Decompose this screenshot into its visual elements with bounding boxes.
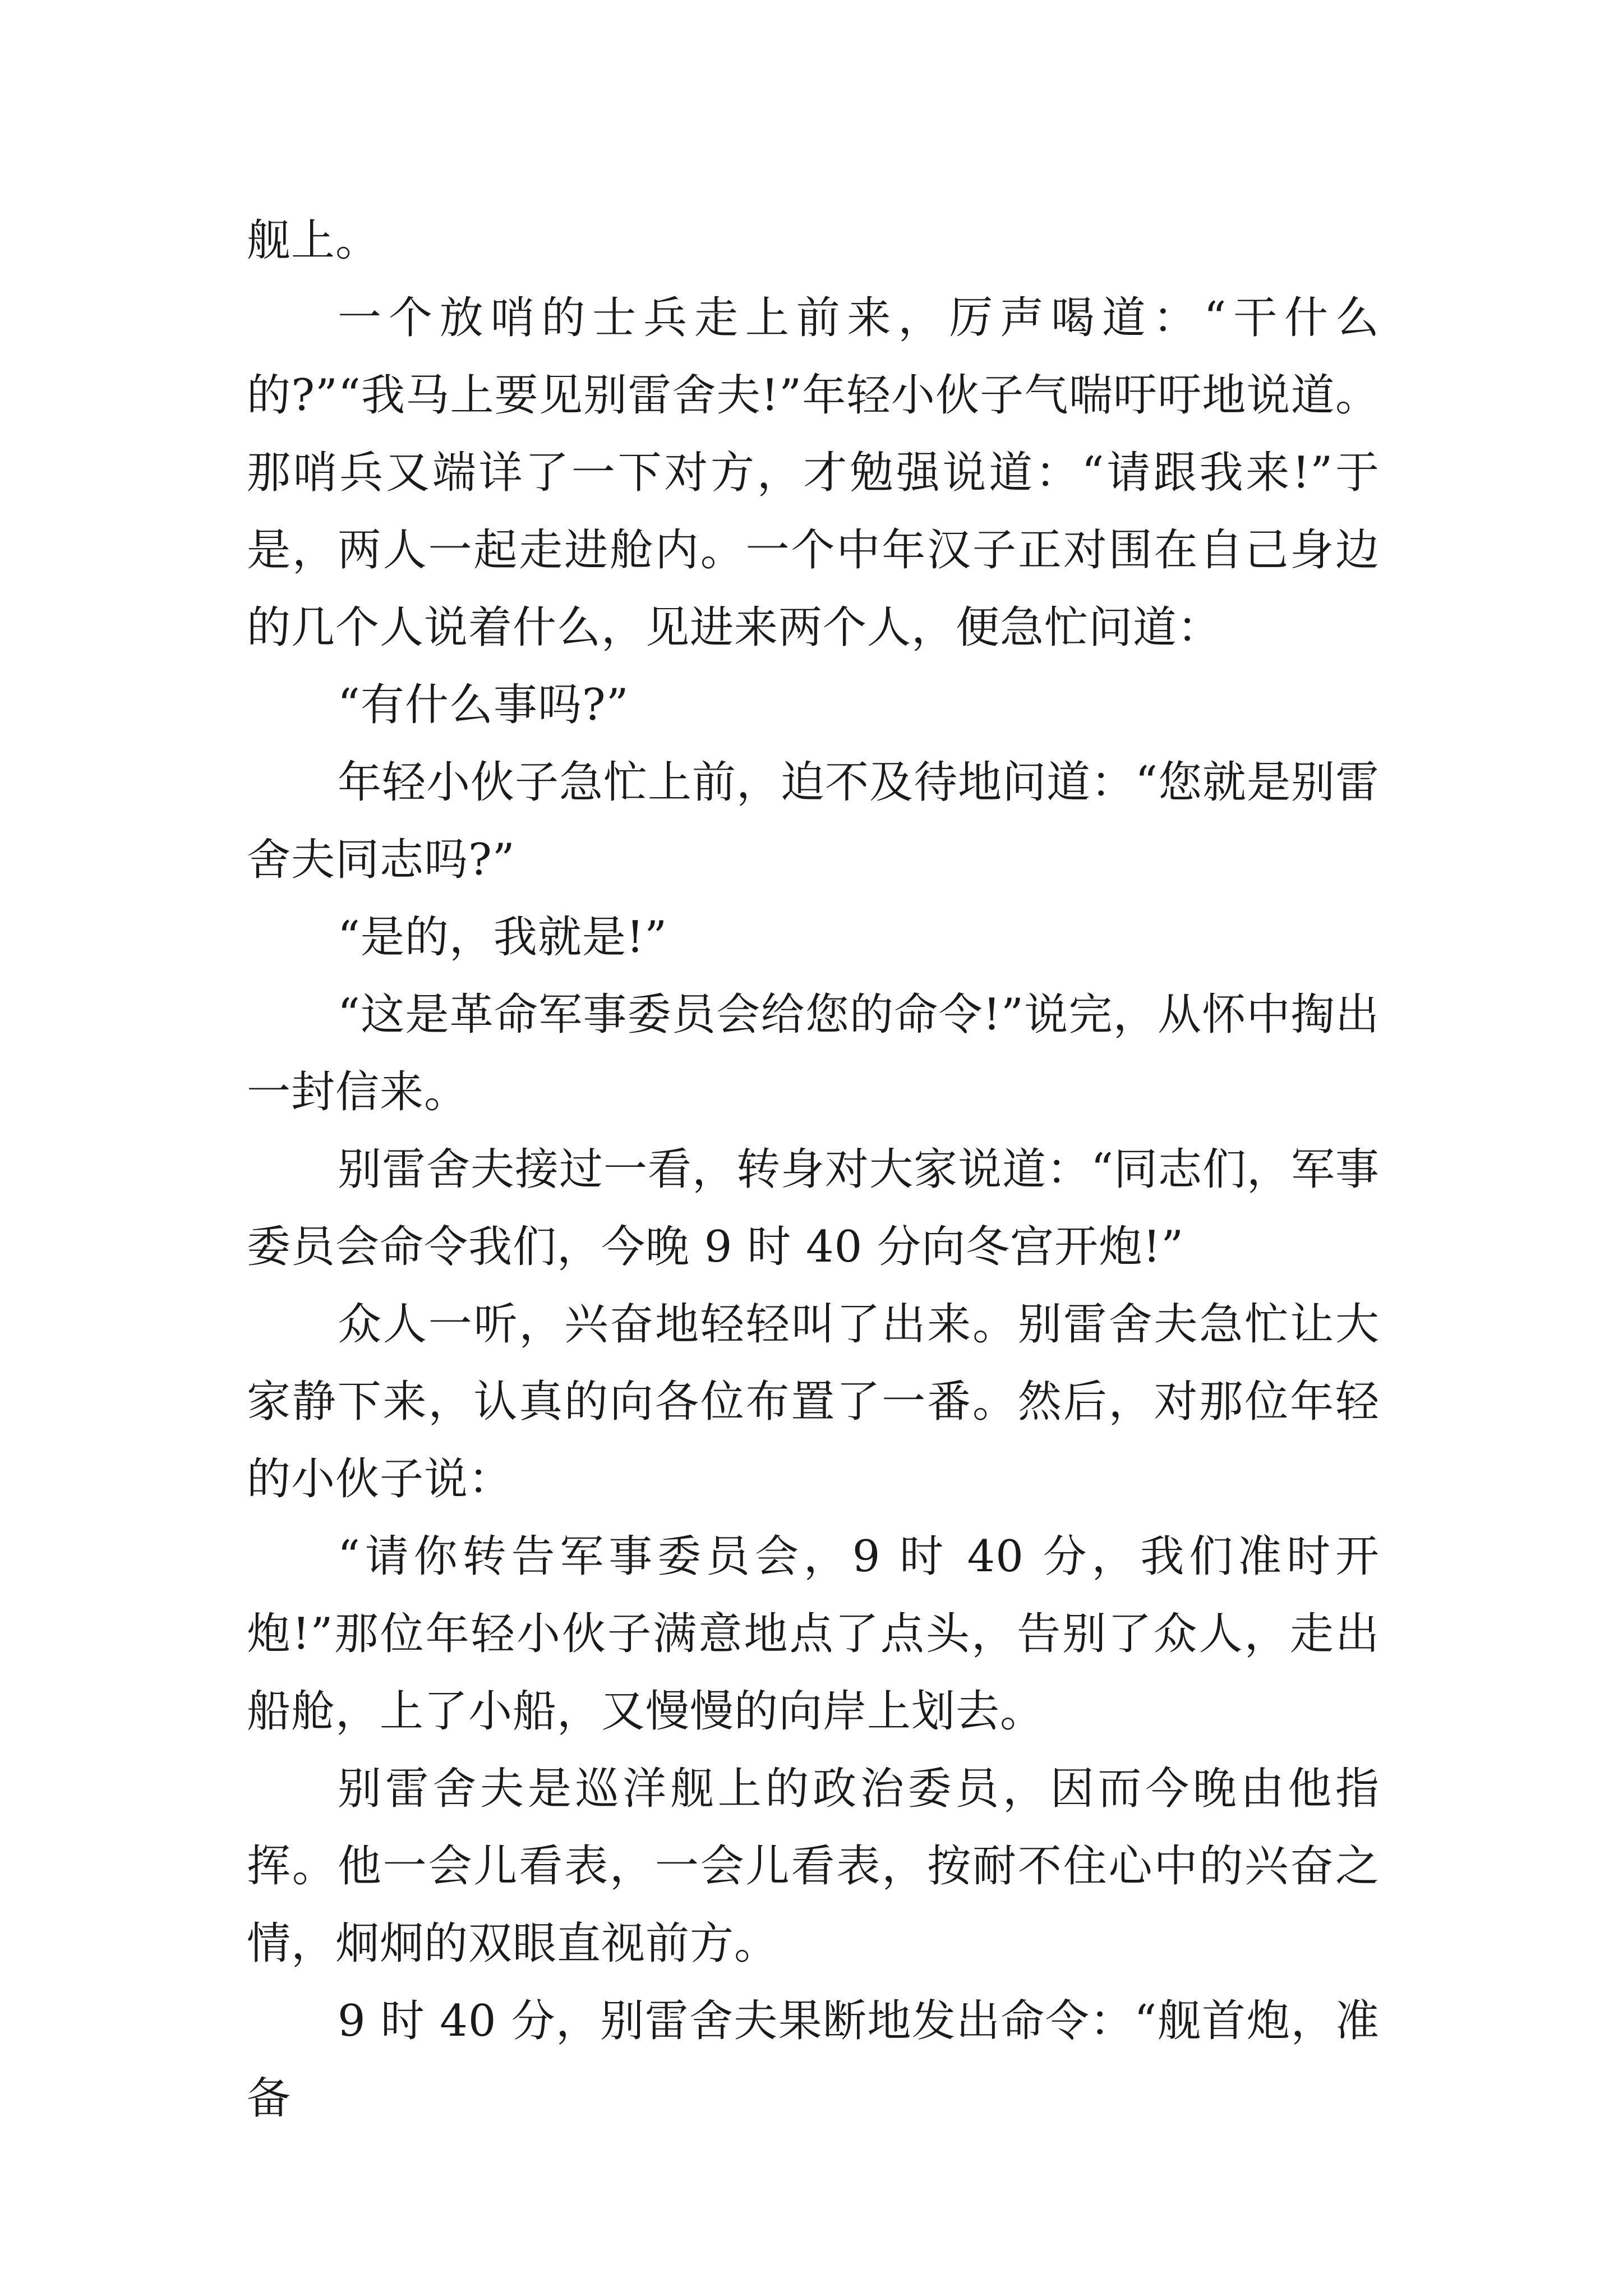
- paragraph: “这是革命军事委员会给您的命令!”说完，从怀中掏出一封信来。: [247, 990, 1380, 1117]
- paragraph: 9 时 40 分，别雷舍夫果断地发出命令：“舰首炮，准备: [247, 1996, 1380, 2124]
- paragraph: “是的，我就是!”: [338, 912, 668, 963]
- paragraph: 年轻小伙子急忙上前，迫不及待地问道：“您就是别雷舍夫同志吗?”: [247, 757, 1380, 885]
- paragraph: 舰上。: [247, 215, 380, 266]
- paragraph: “请你转告军事委员会，9 时 40 分，我们准时开炮!”那位年轻小伙子满意地点了点头，告别了众人，走出船舱，上了小船，又慢慢的向岸上划去。: [247, 1531, 1380, 1737]
- paragraph: 众人一听，兴奋地轻轻叫了出来。别雷舍夫急忙让大家静下来，认真的向各位布置了一番。然后，对那位年轻的小伙子说：: [247, 1299, 1380, 1504]
- paragraph: 别雷舍夫接过一看，转身对大家说道：“同志们，军事委员会命令我们，今晚 9 时 40 分向冬宫开炮!”: [247, 1144, 1380, 1272]
- paragraph: 一个放哨的士兵走上前来，厉声喝道：“干什么的?”“我马上要见别雷舍夫!”年轻小伙子气喘吁吁地说道。那哨兵又端详了一下对方，才勉强说道：“请跟我来!”于是，两人一起走进舱内。一个中年汉子正对围在自己身边的几个人说着什么，见进来两个人，便急忙问道：: [247, 293, 1380, 653]
- paragraph: 别雷舍夫是巡洋舰上的政治委员，因而今晚由他指挥。他一会儿看表，一会儿看表，按耐不住心中的兴奋之情，炯炯的双眼直视前方。: [247, 1764, 1380, 1969]
- body-text: [247, 202, 1380, 2137]
- paragraph: “有什么事吗?”: [338, 680, 629, 730]
